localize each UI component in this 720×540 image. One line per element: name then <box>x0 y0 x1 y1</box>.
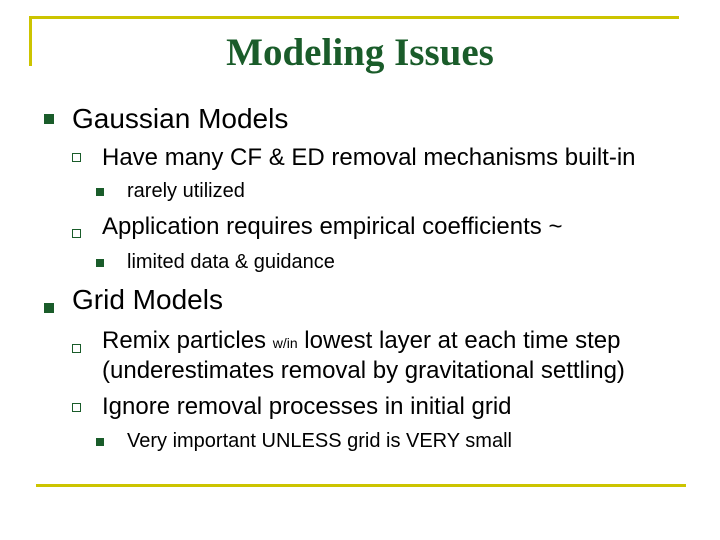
bullet-square-icon <box>44 303 54 313</box>
bullet-grid-remix <box>102 327 620 355</box>
hollow-square-icon <box>72 229 81 238</box>
bullet-square-icon <box>44 114 54 124</box>
remix-text-part1: Remix particles <box>102 327 273 354</box>
top-accent-line <box>29 16 679 19</box>
bullet-grid-ignore-removal: Ignore removal processes in initial grid <box>102 393 512 420</box>
bullet-gaussian-mechanisms: Have many CF & ED removal mechanisms built-in <box>102 144 636 171</box>
remix-text-part2: lowest layer at each time step <box>297 327 621 354</box>
bullet-square-icon <box>96 438 104 446</box>
hollow-square-icon <box>72 344 81 353</box>
bullet-square-icon <box>96 188 104 196</box>
bullet-very-important: Very important UNLESS grid is VERY small <box>127 430 512 452</box>
bottom-accent-line <box>36 484 686 487</box>
hollow-square-icon <box>72 153 81 162</box>
bullet-grid-remix-line2: (underestimates removal by gravitational settling) <box>102 357 625 384</box>
remix-text-within: w/in <box>272 335 298 351</box>
bullet-limited-data: limited data & guidance <box>127 251 335 273</box>
bullet-rarely-utilized: rarely utilized <box>127 180 245 202</box>
hollow-square-icon <box>72 403 81 412</box>
bullet-gaussian-models: Gaussian Models <box>72 103 289 134</box>
bullet-gaussian-coefficients: Application requires empirical coefficients ~ <box>102 213 563 240</box>
slide-title: Modeling Issues <box>226 31 494 74</box>
bullet-grid-models: Grid Models <box>72 284 223 315</box>
bullet-square-icon <box>96 259 104 267</box>
